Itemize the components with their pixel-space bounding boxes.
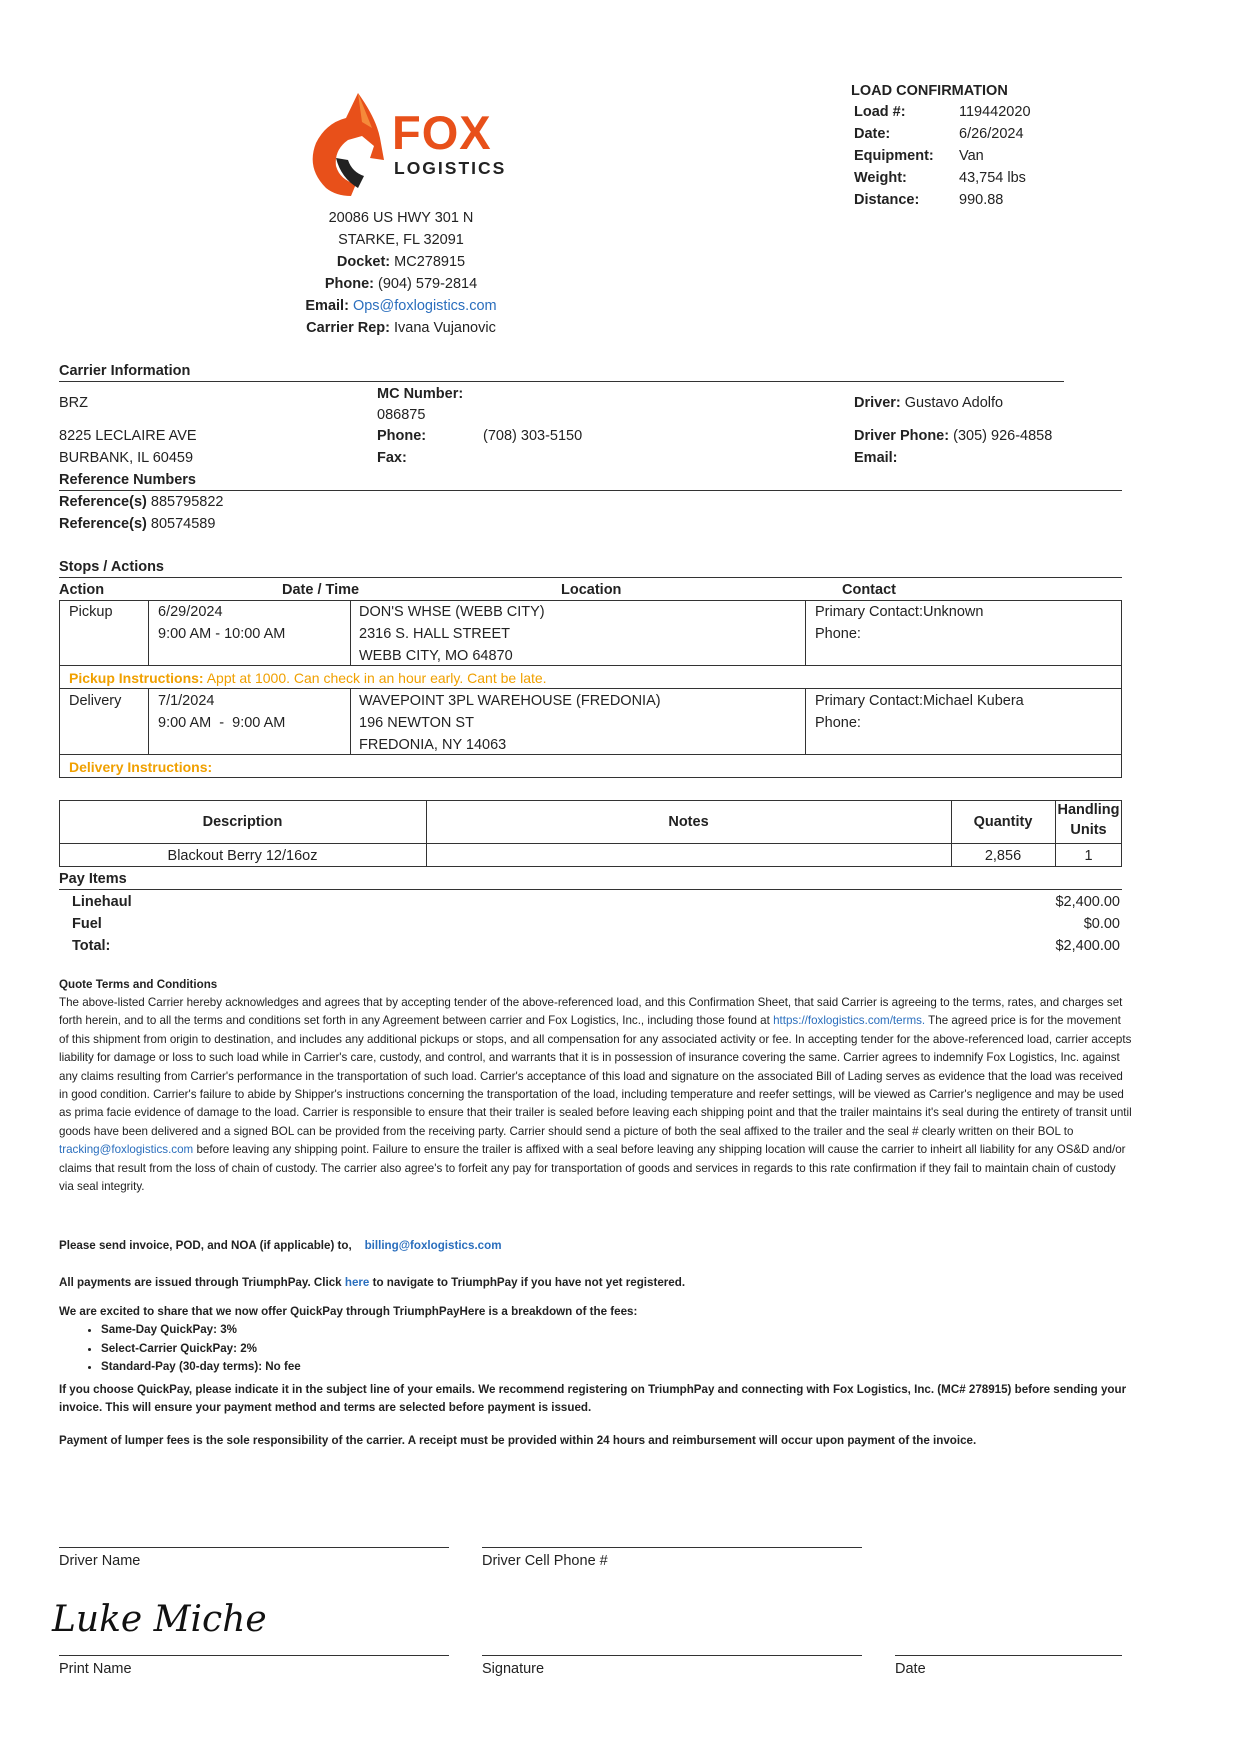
terms-title: Quote Terms and Conditions	[59, 978, 218, 991]
delivery-instructions	[59, 754, 1122, 778]
mc-number-label: MC Number:	[377, 386, 464, 402]
driver-name-line	[59, 1547, 449, 1548]
pay-total-value: $2,400.00	[1055, 938, 1120, 954]
logo-brand-text: FOX	[392, 106, 492, 159]
docket-label: Docket:	[336, 254, 391, 270]
driver-phone: (305) 926-4858	[953, 428, 1053, 444]
print-name-label: Print Name	[59, 1661, 132, 1677]
terms-link[interactable]: https://foxlogistics.com/terms.	[773, 1014, 926, 1028]
driver-email-label: Email:	[854, 450, 898, 466]
stop-contact-phone: Phone:	[815, 715, 861, 731]
carrier-section-title: Carrier Information	[59, 363, 191, 379]
divider	[59, 889, 1122, 890]
item-quantity: 2,856	[984, 848, 1022, 864]
pay-total-label: Total:	[72, 938, 111, 954]
date-line	[895, 1655, 1122, 1656]
list-item: • Same-Day QuickPay: 3%	[101, 1321, 301, 1340]
stop-location-street: 196 NEWTON ST	[359, 715, 474, 731]
invoice-instruction: Please send invoice, POD, and NOA (if applicable) to, billing@foxlogistics.com	[59, 1239, 502, 1252]
weight-value: 43,754 lbs	[959, 170, 1026, 186]
distance-label: Distance:	[854, 192, 920, 208]
billing-email-link[interactable]: billing@foxlogistics.com	[364, 1239, 502, 1252]
driver-phone-row	[854, 425, 1052, 447]
company-info	[246, 207, 556, 339]
pay-linehaul-label: Linehaul	[72, 894, 132, 910]
stop-time: 9:00 AM - 9:00 AM	[158, 715, 286, 731]
handwritten-signature: Luke Miche	[52, 1599, 267, 1640]
items-header-quantity: Quantity	[973, 814, 1033, 830]
company-phone-label: Phone:	[324, 276, 374, 292]
load-value: 119442020	[959, 104, 1031, 120]
terms-body: The above-listed Carrier hereby acknowledges and agrees that by accepting tender of the above-referenced load, and this Confirmation Sheet, that said Carrier is agreeing to the terms, rates, and charges set forth herein, and to all the terms and conditions set forth in any Agreement between carrier and Fox Logistics, Inc., including those found at https://foxlogistics.com/terms. The agreed price is for the movement of this shipment from origin to destination, and includes any additional pickups or stops, and all compensation for any associated activity or fee. In accepting tender for the above-referenced load, carrier accepts liability for damage or loss to such load while in Carrier's care, custody, and control, and warrants that it is in possession of insurance covering the same. Carrier agrees to indemnify Fox Logistics, Inc. against any claims resulting from Carrier's performance in the transportation of such load. Carrier's acceptance of this load and signature on the associated Bill of Lading serves as evidence that the load was received in good condition. Carrier's failure to abide by Shipper's instructions concerning the transportation of the load, including temperature and reefer settings, will be viewed as Carrier's negligence and may be used as prima facie evidence of damage to the load. Carrier is responsible to ensure that their trailer is sealed before leaving each shipping point and that the trailer maintains it's seal during the entirety of transit until goods have been delivered and a signed BOL can be provided from the receiving party. Carrier should send a picture of both the seal affixed to the trailer and the seal # clearly written on their BOL to tracking@foxlogistics.com before leaving any shipping point. Failure to ensure the trailer is affixed with a seal before leaving any shipping location will cause the carrier to inheirt all liability for any OS&D and/or claims that result from the loss of chain of custody. The carrier also agree's to forfeit any pay for transportation of goods and services in regards to this rate confirmation if they fail to maintain chain of custody via seal integrity.	[59, 996, 1132, 1194]
reference-row: Reference(s) 80574589	[59, 516, 216, 532]
list-item: • Standard-Pay (30-day terms): No fee	[101, 1358, 301, 1377]
item-units: 1	[1084, 848, 1093, 864]
pay-items-title: Pay Items	[59, 871, 127, 887]
pay-fuel-label: Fuel	[72, 916, 102, 932]
quickpay-list	[59, 1321, 301, 1377]
reference-value: 80574589	[150, 516, 216, 532]
triumphpay-here-link[interactable]: here	[344, 1276, 370, 1289]
company-email-label: Email:	[305, 298, 349, 314]
carrier-address-line2: BURBANK, IL 60459	[59, 450, 194, 466]
stop-location-city: FREDONIA, NY 14063	[359, 737, 507, 753]
date-value: 6/26/2024	[959, 126, 1024, 142]
carrier-phone: (708) 303-5150	[483, 428, 583, 444]
quickpay-note: If you choose QuickPay, please indicate it in the subject line of your emails. We recommend registering on TriumphPay and connecting with Fox Logistics, Inc. (MC# 278915) before sending your invoice. This will ensure your payment method and terms are selected before payment is issued.	[59, 1383, 1127, 1415]
driver-cell-label: Driver Cell Phone #	[482, 1553, 608, 1569]
list-item: • Select-Carrier QuickPay: 2%	[101, 1340, 301, 1359]
load-label: Load #:	[854, 104, 906, 120]
date-label: Date	[895, 1661, 926, 1677]
company-email-link[interactable]: Ops@foxlogistics.com	[352, 298, 497, 314]
items-header-handling: Handling Units	[1057, 802, 1120, 838]
company-phone: (904) 579-2814	[378, 276, 478, 292]
stop-time: 9:00 AM - 10:00 AM	[158, 626, 286, 642]
stops-header-contact: Contact	[842, 582, 896, 598]
driver-label: Driver:	[854, 395, 901, 411]
quickpay-intro: We are excited to share that we now offer QuickPay through TriumphPayHere is a breakdown of the fees:	[59, 1305, 638, 1318]
stops-title: Stops / Actions	[59, 559, 164, 575]
stops-header-location: Location	[561, 582, 622, 598]
docket-value: MC278915	[394, 254, 466, 270]
pickup-instructions-text: Pickup Instructions: Appt at 1000. Can check in an hour early. Cant be late.	[69, 670, 547, 686]
triumphpay-note: All payments are issued through TriumphPay. Click here to navigate to TriumphPay if you have not yet registered.	[59, 1276, 686, 1289]
company-address-line2: STARKE, FL 32091	[338, 232, 464, 248]
stop-contact-phone: Phone:	[815, 626, 861, 642]
stop-action: Delivery	[69, 693, 122, 709]
carrier-phone-label: Phone:	[377, 428, 427, 444]
item-description: Blackout Berry 12/16oz	[167, 848, 318, 864]
driver-phone-label: Driver Phone:	[854, 428, 950, 444]
carrier-rep-label: Carrier Rep:	[306, 320, 390, 336]
carrier-name: BRZ	[59, 395, 88, 411]
items-header-description: Description	[202, 814, 283, 830]
tracking-email-link[interactable]: tracking@foxlogistics.com	[59, 1143, 194, 1157]
signature-label: Signature	[482, 1661, 545, 1677]
load-confirmation-title: LOAD CONFIRMATION	[851, 83, 1008, 99]
carrier-address-line1: 8225 LECLAIRE AVE	[59, 428, 197, 444]
divider	[59, 381, 1064, 382]
stop-contact: Primary Contact:Michael Kubera	[815, 693, 1024, 709]
stops-header-action: Action	[59, 582, 105, 598]
signature-line	[482, 1655, 862, 1656]
mc-number: 086875	[377, 407, 426, 423]
driver-row	[854, 392, 1003, 414]
stop-location-name: DON'S WHSE (WEBB CITY)	[359, 604, 545, 620]
items-header-notes: Notes	[668, 814, 709, 830]
date-label: Date:	[854, 126, 891, 142]
load-details	[854, 101, 1114, 211]
logo-sub-text: LOGISTICS	[394, 158, 507, 178]
equipment-value: Van	[959, 148, 984, 164]
company-address-line1: 20086 US HWY 301 N	[328, 210, 474, 226]
reference-row: Reference(s) 885795822	[59, 494, 224, 510]
stop-date: 6/29/2024	[158, 604, 223, 620]
reference-title: Reference Numbers	[59, 472, 196, 488]
pay-linehaul-value: $2,400.00	[1055, 894, 1120, 910]
print-name-line	[59, 1655, 449, 1656]
divider	[59, 577, 1122, 578]
lumper-note: Payment of lumper fees is the sole responsibility of the carrier. A receipt must be provided within 24 hours and reimbursement will occur upon payment of the invoice.	[59, 1434, 977, 1447]
weight-label: Weight:	[854, 170, 907, 186]
stops-header-datetime: Date / Time	[282, 582, 360, 598]
carrier-fax-label: Fax:	[377, 450, 407, 466]
company-logo	[296, 88, 516, 198]
stop-location-name: WAVEPOINT 3PL WAREHOUSE (FREDONIA)	[359, 693, 661, 709]
driver-name-label: Driver Name	[59, 1553, 141, 1569]
stop-contact: Primary Contact:Unknown	[815, 604, 984, 620]
carrier-rep: Ivana Vujanovic	[394, 320, 496, 336]
driver-name: Gustavo Adolfo	[904, 395, 1004, 411]
stop-location-city: WEBB CITY, MO 64870	[359, 648, 513, 664]
stop-action: Pickup	[69, 604, 113, 620]
driver-cell-line	[482, 1547, 862, 1548]
stop-location-street: 2316 S. HALL STREET	[359, 626, 510, 642]
equipment-label: Equipment:	[854, 148, 934, 164]
reference-value: 885795822	[150, 494, 224, 510]
pay-fuel-value: $0.00	[1083, 916, 1120, 932]
stop-date: 7/1/2024	[158, 693, 215, 709]
distance-value: 990.88	[959, 192, 1004, 208]
delivery-instructions-label: Delivery Instructions:	[69, 759, 213, 775]
